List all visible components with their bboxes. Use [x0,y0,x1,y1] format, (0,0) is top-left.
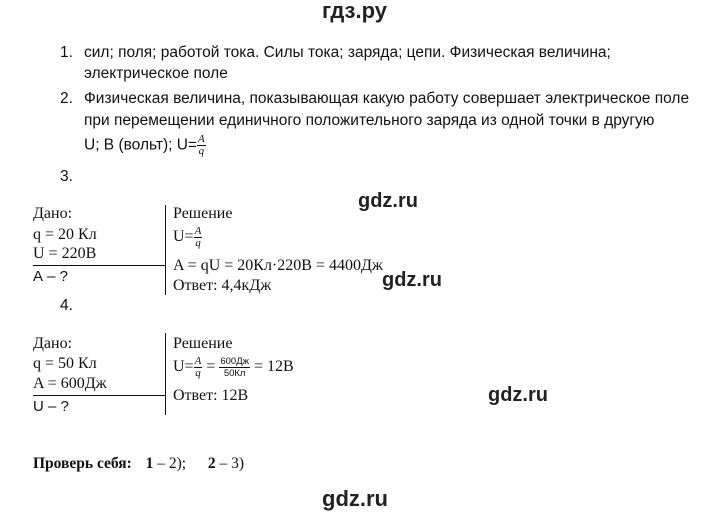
item-2-line-3-text: U; В (вольт); U= [84,136,197,154]
item-2-number: 2. [60,90,73,107]
problem-4-divider [33,395,165,396]
item-2-line-2: при перемещении единичного положительного заряда из одной точки в другую [84,112,655,129]
problem-3-formula-prefix: U= [173,228,194,246]
check-yourself [33,455,244,473]
watermark-1: gdz.ru [358,190,418,212]
formula-fraction [197,134,206,157]
fraction-denominator: 50Кл [223,368,246,379]
equals-sign: = [206,358,216,376]
problem-3-given-u: U = 220В [33,245,97,262]
check-label: Проверь себя: [33,455,132,472]
check-answer-1: – 2); [153,455,187,472]
problem-3-given-q: q = 20 Кл [33,226,97,243]
fraction-numerator: A [197,133,205,145]
problem-4-given-title: Дано: [33,335,73,352]
formula-fraction-2 [219,356,250,379]
problem-3-answer: Ответ: 4,4кДж [173,277,272,294]
item-2-line-1: Физическая величина, показывающая какую работу совершает электрическое поле [84,90,690,107]
formula-fraction [194,226,203,249]
watermark-footer: gdz.ru [322,486,388,511]
fraction-denominator: q [195,237,201,249]
item-2-line-3 [84,134,206,157]
problem-3-find: А – ? [33,268,69,285]
problem-4-solution-title: Решение [173,335,233,352]
problem-4-formula-prefix: U= [173,358,194,376]
fraction-numerator: A [194,225,202,237]
problem-4-find: U – ? [33,398,69,415]
problem-3-formula [173,226,202,249]
problem-4-formula [173,356,294,379]
fraction-numerator: A [194,355,202,367]
watermark-2: gdz.ru [382,269,442,291]
problem-4-given-q: q = 50 Кл [33,355,97,372]
site-title: гдз.ру [322,0,387,23]
fraction-numerator: 600Дж [220,356,249,367]
problem-3-divider [33,265,165,266]
problem-3-solution-title: Решение [173,205,233,222]
problem-4-number: 4. [60,297,73,314]
problem-3-given-title: Дано: [33,205,73,222]
problem-4-separator [165,333,166,415]
check-answer-1-number: 1 [145,455,154,472]
formula-result: = 12В [253,358,294,376]
check-answer-2: – 3) [215,455,244,472]
problem-3-calculation: A = qU = 20Кл·220В = 4400Дж [173,257,383,274]
problem-3-separator [165,205,166,295]
fraction-denominator: q [198,145,205,157]
formula-fraction-1 [194,356,203,379]
watermark-3: gdz.ru [488,384,548,406]
item-1-number: 1. [60,44,73,61]
problem-3-number: 3. [60,168,73,185]
check-answer-2-number: 2 [207,455,216,472]
problem-4-given-a: A = 600Дж [33,375,107,392]
fraction-denominator: q [195,367,201,379]
item-1-line-2: электрическое поле [84,65,228,82]
problem-4-answer: Ответ: 12В [173,387,249,404]
item-1-line-1: сил; поля; работой тока. Силы тока; заряда; цепи. Физическая величина; [84,44,611,61]
